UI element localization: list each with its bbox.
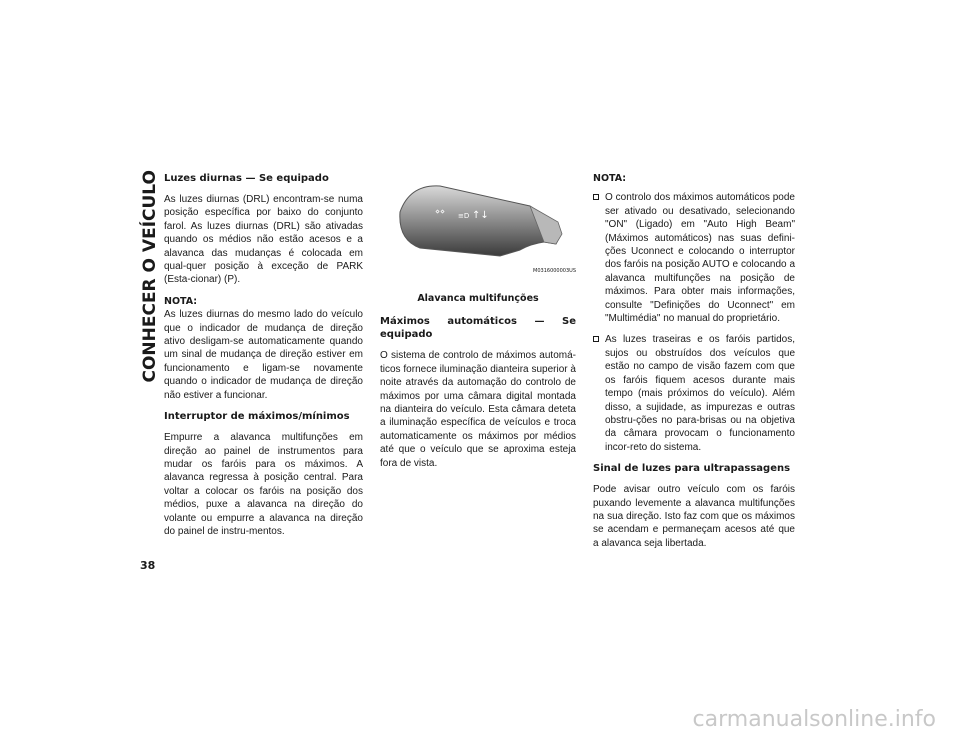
list-item xyxy=(593,191,795,325)
watermark: carmanualsonline.info xyxy=(692,707,936,732)
beam-arrows-icon: ↑↓ xyxy=(472,210,489,221)
section-heading-auto-high-beam: Máximos automáticos — Se equipado xyxy=(380,316,576,341)
note-bullet-list xyxy=(593,191,795,454)
paragraph-auto-high-beam: O sistema de controlo de máximos automá-ticos fornece iluminação dianteira superior à noite através da automação do controlo de máximos por uma câmara digital montada na dianteira do veículo. Esta câmara deteta a iluminação específica de veículos e troca automaticamente os máximos por médios até que o veículo que se aproxima esteja fora de vista. xyxy=(380,350,576,469)
list-item-text: As luzes traseiras e os faróis partidos, sujos ou obstruídos dos veículos que estão no campo de visão fazem com que os faróis fiquem acesos durante mais tempo (mais próximos do veículo). Além disso, a sujidade, as impurezas e outras obstru-ções no para-brisas ou na objetiva da câmara provocam o funcionamento incor-reto do sistema. xyxy=(605,334,795,453)
page-number: 38 xyxy=(140,559,156,572)
multifunction-lever-figure xyxy=(380,172,576,290)
column-left xyxy=(164,172,363,546)
paragraph-daytime-lights: As luzes diurnas (DRL) encontram-se numa posição específica por baixo do conjunto farol. As luzes diurnas (DRL) são ativadas quando os médios não estão acesos e a alavanca das mudanças é colocada em qual-quer posição à exceção de PARK (Esta-cionar) (P). xyxy=(164,194,363,286)
list-item xyxy=(593,333,795,454)
note-label-2: NOTA: xyxy=(593,173,627,184)
chapter-side-tab xyxy=(137,160,161,620)
section-heading-flash-to-pass: Sinal de luzes para ultrapassagens xyxy=(593,463,791,475)
paragraph-beam-switch: Empurre a alavanca multifunções em direção ao painel de instrumentos para mudar os faróis para os máximos. A alavanca regressa à posição central. Para voltar a colocar os faróis na posição dos médios, puxe a alavanca na direção do volante ou empurre a alavanca na direção do painel de instru-mentos. xyxy=(164,432,363,537)
column-right xyxy=(593,172,795,558)
chapter-title: CONHECER O VEÍCULO xyxy=(140,170,160,383)
paragraph-flash-to-pass: Pode avisar outro veículo com os faróis puxando levemente a alavanca multifunções na sua direção. Isto faz com que os máximos se acendam e permaneçam acesos até que a alavanca seja libertada. xyxy=(593,484,795,549)
figure-caption: Alavanca multifunções xyxy=(417,293,539,304)
figure-code: M0316000003US xyxy=(533,267,576,274)
column-middle xyxy=(380,172,576,478)
note-block xyxy=(164,295,363,402)
auto-beam-icon: ≡D xyxy=(458,212,470,220)
section-heading-beam-switch: Interruptor de máximos/mínimos xyxy=(164,411,350,423)
section-heading-daytime-lights: Luzes diurnas — Se equipado xyxy=(164,173,329,184)
square-bullet-icon xyxy=(593,194,599,200)
note-label: NOTA: xyxy=(164,295,198,307)
note-text: As luzes diurnas do mesmo lado do veículo que o indicador de mudança de direção ativo desligam-se automaticamente quando um sinal de mudança de direção estiver em funcionamento e ligam-se novamente quando o indicador de mudança de direção não estiver a funcionar. xyxy=(164,309,363,401)
square-bullet-icon xyxy=(593,336,599,342)
list-item-text: O controlo dos máximos automáticos pode ser ativado ou desativado, selecionando "ON" (Ligado) em "Auto High Beam" (Máximos automáticos) nas suas defini-ções Uconnect e colocando o interruptor dos faróis na posição AUTO e colocando a alavanca multifunções na posição de máximos. Para obter mais informações, consulte "Definições do Uconnect" em "Multimédia" no manual do proprietário. xyxy=(605,192,795,325)
parking-light-icon: ⋄⋄ xyxy=(435,207,446,216)
